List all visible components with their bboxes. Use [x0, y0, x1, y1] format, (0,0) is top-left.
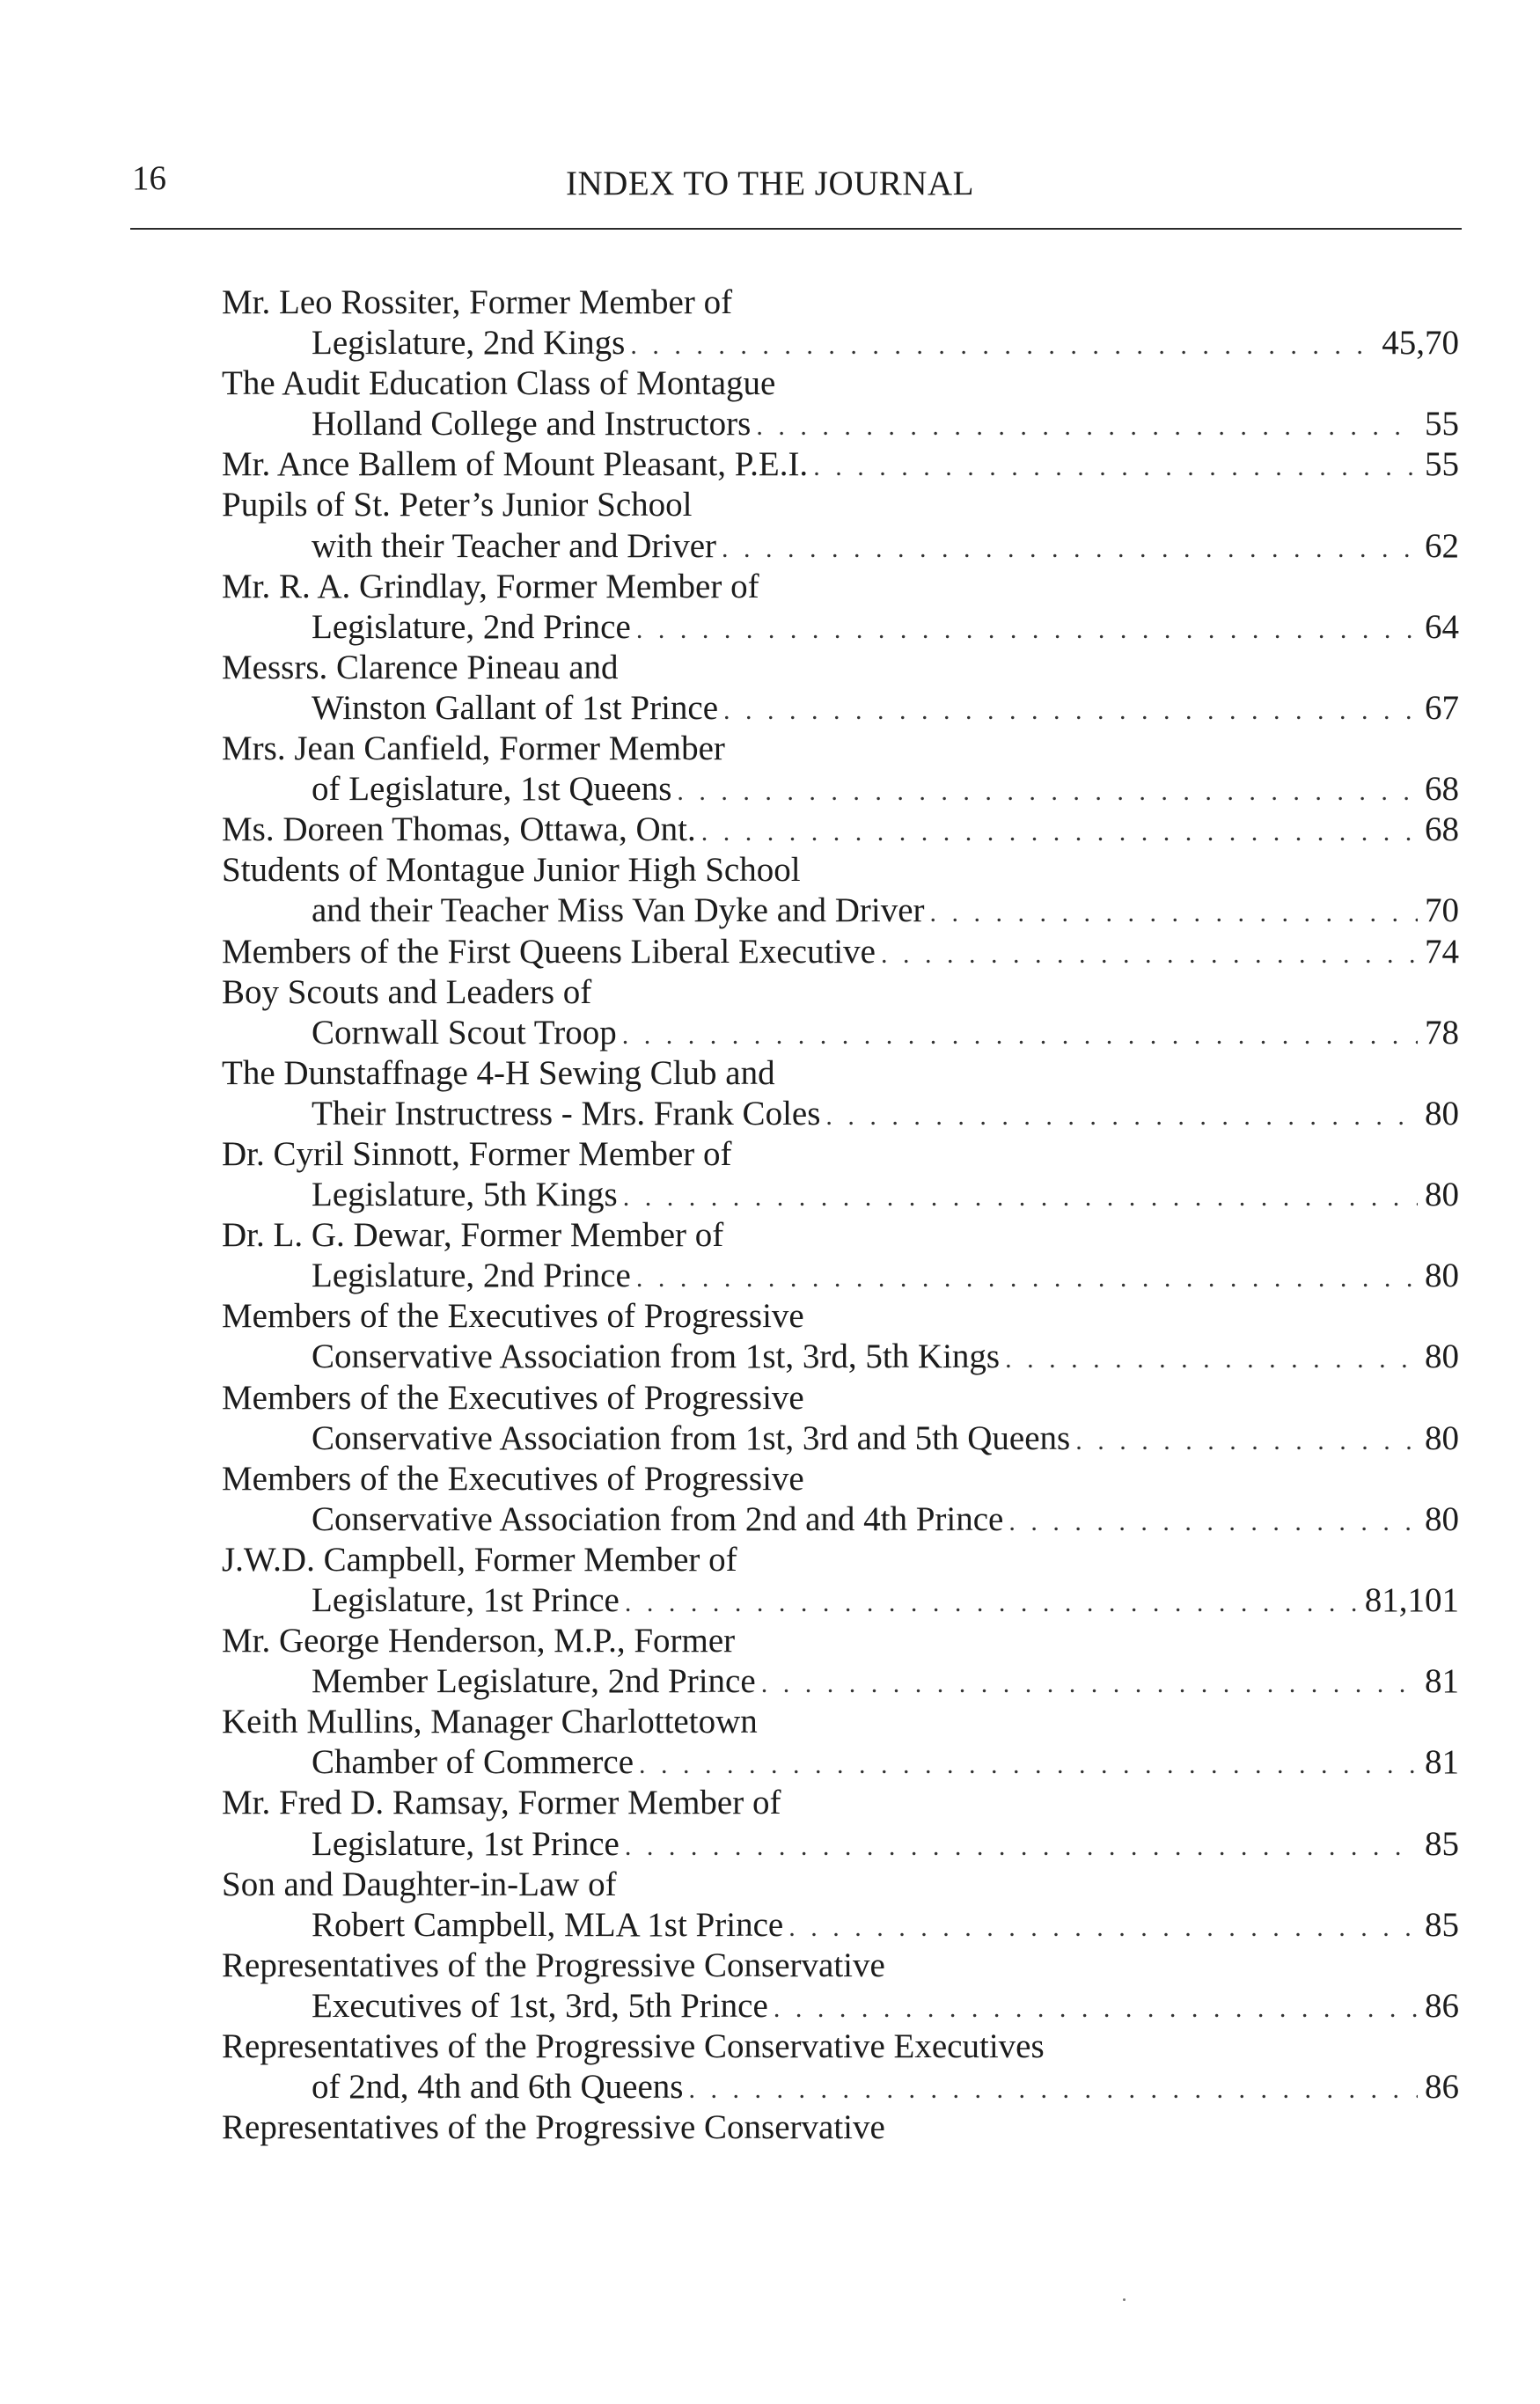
entry-last-line [222, 526, 1459, 567]
entry-last-line [222, 891, 1459, 931]
entry-last-line [222, 404, 1459, 444]
page-reference: 70 [1425, 891, 1459, 930]
dot-leader [723, 691, 1418, 731]
entry-first-line [222, 729, 1459, 769]
entry-text: Dr. Cyril Sinnott, Former Member of [222, 1134, 732, 1173]
entry-last-line [222, 1337, 1459, 1377]
entry-text: Legislature, 1st Prince [312, 1824, 620, 1863]
dot-leader [1008, 1502, 1418, 1543]
dot-leader [1005, 1339, 1418, 1380]
entry-last-line [222, 769, 1459, 810]
index-entry [222, 567, 1459, 648]
entry-text: Legislature, 2nd Prince [312, 607, 631, 646]
index-entry [222, 363, 1459, 444]
dot-leader [636, 610, 1418, 650]
dot-leader [625, 1827, 1418, 1867]
dot-leader [677, 772, 1418, 812]
dot-leader [636, 1258, 1418, 1299]
index-entry [222, 1702, 1459, 1783]
dot-leader [639, 1745, 1418, 1785]
entry-last-line [222, 1256, 1459, 1296]
entry-last-line [222, 1742, 1459, 1783]
entry-text: Dr. L. G. Dewar, Former Member of [222, 1216, 724, 1255]
entry-first-line [222, 282, 1459, 323]
entry-first-line [222, 1540, 1459, 1580]
entry-text: Messrs. Clarence Pineau and [222, 648, 619, 686]
entry-first-line [222, 363, 1459, 404]
entry-text: Legislature, 2nd Kings [312, 324, 626, 363]
page-reference: 68 [1425, 810, 1459, 849]
dot-leader [756, 407, 1418, 447]
page-reference: 85 [1425, 1905, 1459, 1944]
header-rule [130, 228, 1462, 230]
entry-text: Legislature, 5th Kings [312, 1176, 618, 1214]
entry-text: Member Legislature, 2nd Prince [312, 1662, 756, 1701]
page-number: 16 [132, 159, 166, 197]
entry-text: Conservative Association from 2nd and 4th Prince [312, 1499, 1004, 1538]
dot-leader [825, 1096, 1418, 1137]
entry-first-line [222, 2027, 1459, 2067]
dot-leader [930, 893, 1418, 934]
entry-text: Son and Daughter-in-Law of [222, 1865, 617, 1903]
entry-first-line [222, 485, 1459, 525]
page-reference: 85 [1425, 1824, 1459, 1863]
entry-first-line [222, 2107, 1459, 2148]
entry-text: Boy Scouts and Leaders of [222, 972, 592, 1011]
index-entry [222, 972, 1459, 1053]
entry-text: Mr. Ance Ballem of Mount Pleasant, P.E.I. [222, 445, 809, 484]
entry-first-line [222, 1783, 1459, 1823]
page-reference: 55 [1425, 445, 1459, 484]
dot-leader [688, 2070, 1418, 2110]
page-reference: 74 [1425, 932, 1459, 971]
entry-last-line [222, 688, 1459, 729]
index-entry [222, 932, 1459, 972]
entry-first-line [222, 972, 1459, 1013]
entry-last-line [222, 444, 1459, 485]
entry-text: Conservative Association from 1st, 3rd and 5th Queens [312, 1418, 1071, 1457]
entry-text: and their Teacher Miss Van Dyke and Driver [312, 891, 925, 930]
entry-first-line [222, 1134, 1459, 1175]
index-entry [222, 1134, 1459, 1215]
dot-leader [701, 812, 1418, 853]
entry-last-line [222, 932, 1459, 972]
entry-first-line [222, 1702, 1459, 1742]
entry-first-line [222, 1378, 1459, 1418]
page-reference: 81,101 [1364, 1581, 1459, 1619]
entry-text: Robert Campbell, MLA 1st Prince [312, 1905, 784, 1944]
entry-first-line [222, 1459, 1459, 1499]
page-reference: 62 [1425, 526, 1459, 565]
entry-first-line [222, 1946, 1459, 1986]
index-entry [222, 729, 1459, 810]
entry-first-line [222, 567, 1459, 607]
index-entry [222, 1621, 1459, 1702]
entry-first-line [222, 1296, 1459, 1337]
page-reference: 80 [1425, 1094, 1459, 1132]
page-reference: 80 [1425, 1499, 1459, 1538]
entry-text: J.W.D. Campbell, Former Member of [222, 1540, 737, 1579]
running-title: INDEX TO THE JOURNAL [566, 165, 974, 202]
index-entry [222, 648, 1459, 729]
page-reference: 45,70 [1382, 324, 1459, 363]
entry-text: Students of Montague Junior High School [222, 851, 801, 890]
dot-leader [761, 1664, 1418, 1704]
index-entry [222, 485, 1459, 566]
entry-text: Winston Gallant of 1st Prince [312, 688, 719, 727]
dot-leader [625, 1583, 1358, 1623]
dot-leader [623, 1177, 1418, 1218]
entry-text: The Dunstaffnage 4-H Sewing Club and [222, 1053, 775, 1092]
index-entry [222, 282, 1459, 363]
entry-last-line [222, 810, 1459, 850]
entry-last-line [222, 1986, 1459, 2027]
index-entry [222, 1053, 1459, 1134]
entry-text: of 2nd, 4th and 6th Queens [312, 2068, 684, 2107]
page-reference: 80 [1425, 1418, 1459, 1457]
entry-text: Cornwall Scout Troop [312, 1013, 617, 1052]
page-reference: 68 [1425, 770, 1459, 809]
dot-leader [630, 326, 1375, 366]
page-reference: 80 [1425, 1176, 1459, 1214]
index-entry [222, 1378, 1459, 1459]
page-reference: 86 [1425, 2068, 1459, 2107]
entry-last-line [222, 323, 1459, 363]
entry-text: Mr. George Henderson, M.P., Former [222, 1622, 736, 1660]
entry-last-line [222, 1905, 1459, 1946]
entry-last-line [222, 1418, 1459, 1459]
entry-text: The Audit Education Class of Montague [222, 364, 776, 403]
page-reference: 64 [1425, 607, 1459, 646]
index-entry [222, 444, 1459, 485]
entry-first-line [222, 1621, 1459, 1661]
entry-text: Chamber of Commerce [312, 1743, 634, 1782]
entry-first-line [222, 850, 1459, 891]
page-reference: 55 [1425, 405, 1459, 443]
entry-last-line [222, 1013, 1459, 1053]
page-reference: 81 [1425, 1743, 1459, 1782]
print-speck [1123, 2298, 1126, 2301]
entry-first-line [222, 648, 1459, 688]
index-entry [222, 1540, 1459, 1621]
index-entry [222, 1946, 1459, 2027]
dot-leader [622, 1015, 1418, 1056]
index-entry [222, 1783, 1459, 1864]
entry-last-line [222, 607, 1459, 648]
index-entry [222, 850, 1459, 931]
entry-text: with their Teacher and Driver [312, 526, 717, 565]
entry-first-line [222, 1865, 1459, 1905]
dot-leader [813, 447, 1418, 487]
entry-text: Holland College and Instructors [312, 405, 752, 443]
entry-text: Members of the Executives of Progressive [222, 1378, 804, 1417]
page-reference: 78 [1425, 1013, 1459, 1052]
dot-leader [788, 1908, 1418, 1948]
entry-first-line [222, 1053, 1459, 1094]
dot-leader [1075, 1421, 1418, 1462]
entry-first-line [222, 1215, 1459, 1256]
entry-last-line [222, 1580, 1459, 1621]
entry-text: Pupils of St. Peter’s Junior School [222, 486, 693, 524]
index-entry [222, 1296, 1459, 1377]
entry-last-line [222, 1175, 1459, 1215]
index-entry [222, 2107, 1459, 2148]
page-reference: 80 [1425, 1257, 1459, 1295]
index-entry [222, 2027, 1459, 2107]
dot-leader [722, 529, 1418, 569]
index-entry [222, 810, 1459, 850]
entry-text: Representatives of the Progressive Conservative [222, 2108, 885, 2147]
entry-text: Members of the First Queens Liberal Executive [222, 932, 876, 971]
entry-text: Members of the Executives of Progressive [222, 1297, 804, 1336]
entry-text: Ms. Doreen Thomas, Ottawa, Ont. [222, 810, 696, 849]
dot-leader [881, 934, 1418, 975]
entry-text: Keith Mullins, Manager Charlottetown [222, 1703, 758, 1741]
index-entry [222, 1459, 1459, 1540]
dot-leader [774, 1989, 1418, 2029]
index-list [222, 282, 1459, 2148]
entry-text: Conservative Association from 1st, 3rd, 5th Kings [312, 1338, 1001, 1376]
entry-text: Representatives of the Progressive Conservative [222, 1946, 885, 1984]
entry-text: Legislature, 1st Prince [312, 1581, 620, 1619]
entry-text: Mr. R. A. Grindlay, Former Member of [222, 567, 759, 605]
entry-last-line [222, 1094, 1459, 1134]
page-reference: 86 [1425, 1986, 1459, 2025]
index-entry [222, 1865, 1459, 1946]
entry-text: Representatives of the Progressive Conservative Executives [222, 2027, 1045, 2066]
entry-text: Legislature, 2nd Prince [312, 1257, 631, 1295]
entry-text: Members of the Executives of Progressive [222, 1459, 804, 1498]
entry-last-line [222, 1661, 1459, 1702]
entry-text: Their Instructress - Mrs. Frank Coles [312, 1094, 821, 1132]
entry-text: Mr. Fred D. Ramsay, Former Member of [222, 1784, 781, 1822]
entry-text: of Legislature, 1st Queens [312, 770, 672, 809]
index-entry [222, 1215, 1459, 1296]
entry-text: Mr. Leo Rossiter, Former Member of [222, 283, 733, 321]
page-reference: 80 [1425, 1338, 1459, 1376]
entry-last-line [222, 1499, 1459, 1540]
page-reference: 67 [1425, 688, 1459, 727]
entry-text: Executives of 1st, 3rd, 5th Prince [312, 1986, 768, 2025]
entry-text: Mrs. Jean Canfield, Former Member [222, 729, 725, 768]
entry-last-line [222, 1824, 1459, 1865]
entry-last-line [222, 2067, 1459, 2107]
page-reference: 81 [1425, 1662, 1459, 1701]
